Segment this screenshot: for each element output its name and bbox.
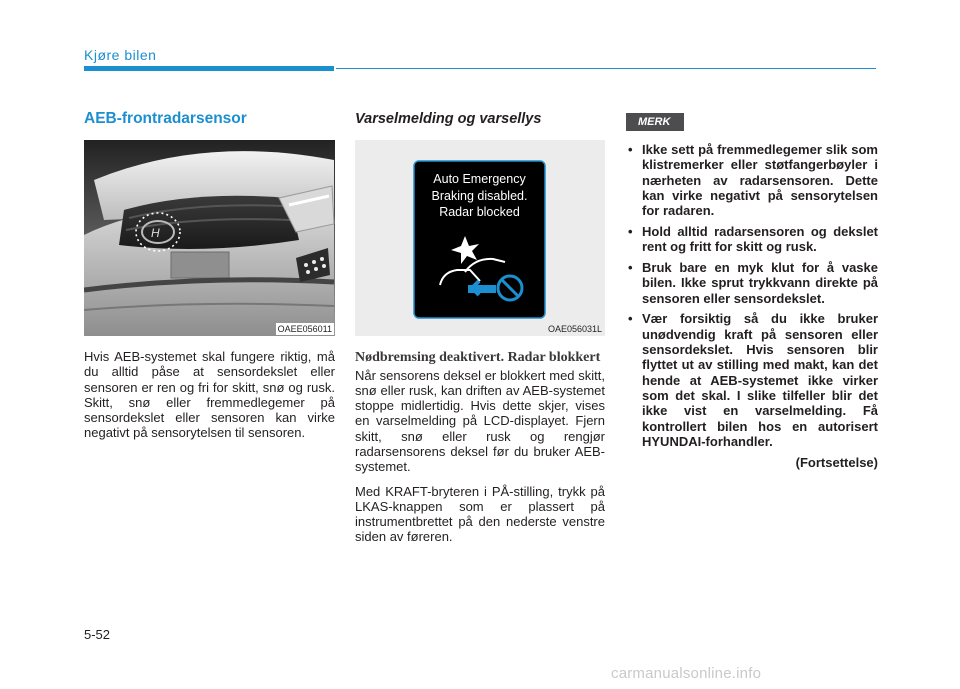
subheading-aeb-disabled: Nødbremsing deaktivert. Radar blokkert (355, 350, 601, 365)
bullet-icon: • (628, 223, 633, 239)
lcd-message-line: Radar blocked (439, 205, 520, 219)
header-accent-bar (84, 66, 334, 71)
svg-text:H: H (151, 226, 160, 240)
note-list (626, 142, 878, 449)
car-front-figure (84, 140, 335, 336)
bullet-icon: • (628, 311, 633, 327)
continued-marker: (Fortsettelse) (795, 454, 878, 470)
note-badge: MERK (626, 113, 684, 131)
figure-caption: OAEE056011 (277, 324, 332, 334)
lcd-warning-message (414, 171, 545, 221)
page-number: 5-52 (84, 627, 111, 642)
bullet-icon: • (628, 142, 633, 157)
lcd-message-line: Auto Emergency (433, 172, 526, 186)
body-paragraph: Med KRAFT-bryteren i PÅ-stilling, trykk på LKAS-knappen som er plassert på instrumentbrettet på den nederste venstre siden av føreren. (355, 483, 605, 545)
section-title-aeb-radar: AEB-frontradarsensor (84, 110, 247, 127)
section-header-title: Kjøre bilen (84, 47, 157, 63)
body-paragraph: Hvis AEB-systemet skal fungere riktig, må du alltid påse at sensordekslet eller sensoren er ren og fri for skitt, snø og rusk. Skitt, snø eller fremmedlegemer på sensordekslet eller sensoren kan virke negativt på sensorytelsen til sensoren. (84, 349, 335, 441)
column-right (626, 108, 878, 470)
section-title-warning: Varselmelding og varsellys (355, 111, 542, 127)
bullet-icon: • (628, 260, 633, 276)
note-list-item: • Vær forsiktig så du ikke bruker unødvendig kraft på sensoren eller sensordekslet. Hvis sensoren blir flyttet ut av stilling med makt, kan det hende at AEB-systemet ikke virker som det skal. I slike tilfeller blir det ikke vist en varselmelding. Få kontrollert bilen hos en autorisert HYUNDAI-forhandler. (628, 311, 878, 449)
body-paragraph: Når sensorens deksel er blokkert med skitt, snø eller rusk, kan driften av AEB-systemet stoppe midlertidig. Hvis dette skjer, vises en varselmelding på LCD-displayet. Fjern skitt, snø eller rusk og rengjør radarsensorens deksel før du bruker AEB-systemet. (355, 367, 605, 475)
column-left (84, 108, 335, 441)
car-front-illustration (84, 140, 335, 336)
header-rule (336, 68, 876, 69)
note-list-item: • Ikke sett på fremmedlegemer slik som klistremerker eller støtfangerbøyler i nærheten av radarsensoren. Dette kan virke negativt på sensorytelsen for radaren. (628, 142, 878, 219)
note-list-item: • Bruk bare en myk klut for å vaske bilen. Ikke sprut trykkvann direkte på sensoren eller sensordekslet. (628, 260, 878, 306)
figure-caption: OAE056031L (547, 324, 602, 334)
column-middle (355, 108, 605, 545)
lcd-message-line: Braking disabled. (431, 188, 528, 203)
warning-display-figure (355, 140, 605, 336)
note-list-item: • Hold alltid radarsensoren og dekslet rent og fritt for skitt og rusk. (628, 223, 878, 255)
watermark: carmanualsonline.info (611, 665, 762, 682)
lcd-display-illustration (355, 140, 605, 336)
